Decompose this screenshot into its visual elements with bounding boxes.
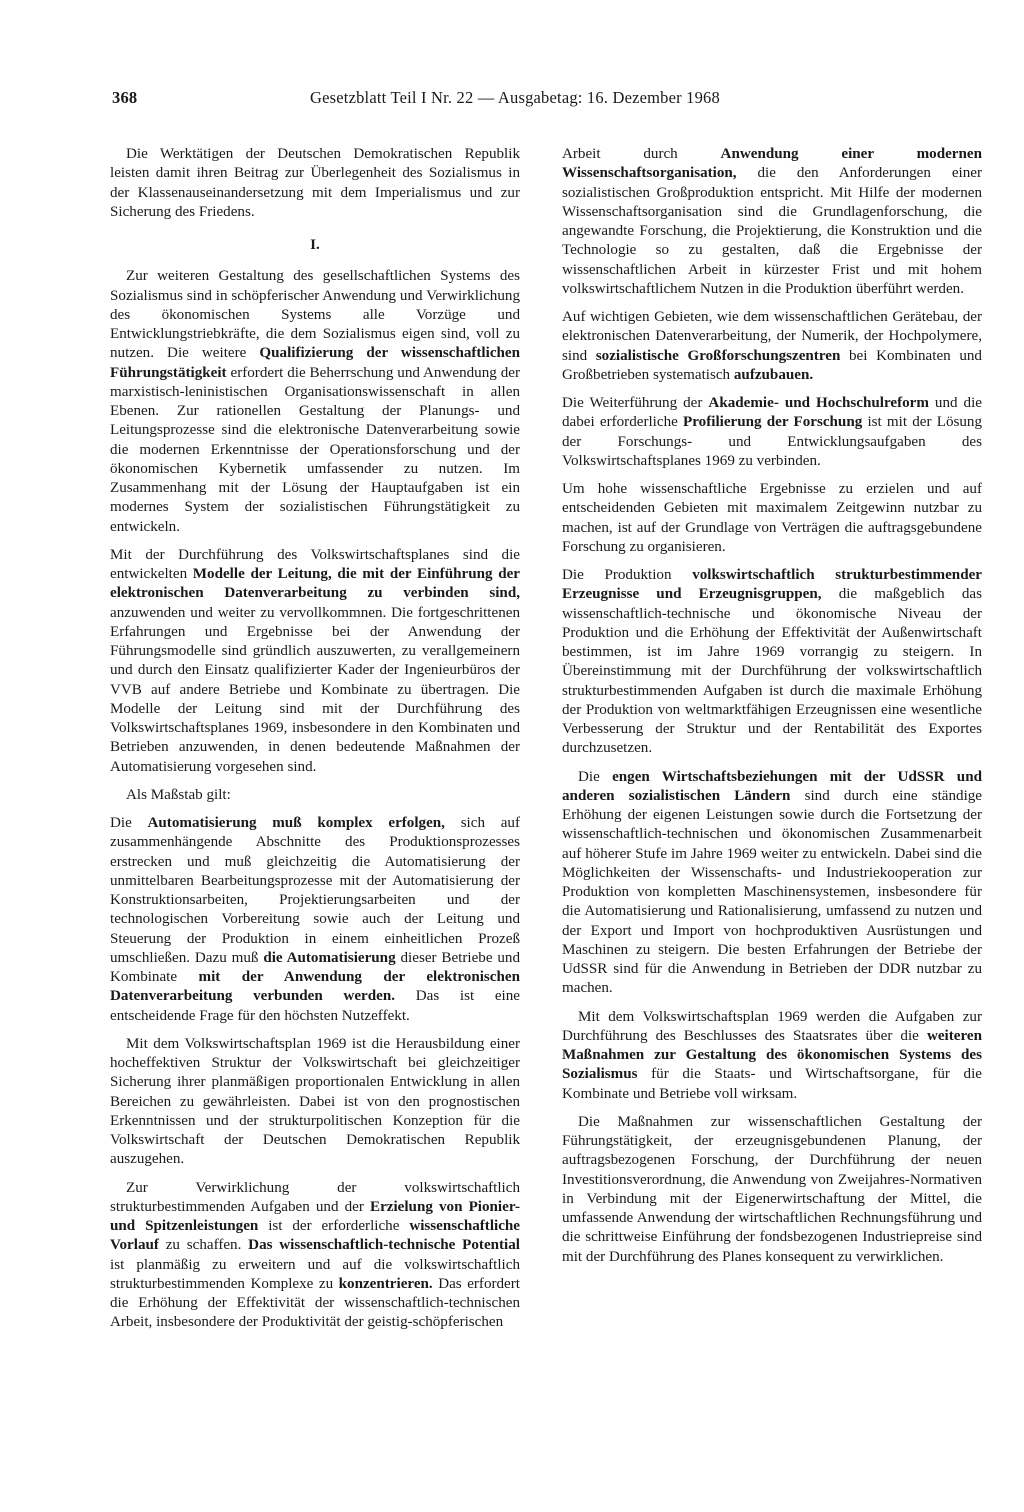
emphasis: aufzubauen. <box>733 366 814 383</box>
paragraph-text: Arbeit durch <box>562 146 678 162</box>
emphasis: engen Wirtschaftsbeziehungen mit der UdSSR und anderen sozialistischen Ländern <box>562 768 982 804</box>
paragraph <box>110 145 520 222</box>
paragraph-text: Die Werktätigen der Deutschen Demokratischen Republik leisten damit ihren Beitrag zur Überlegenheit des Sozialismus in der Klassenauseinandersetzung mit dem Imperialismus und zur Sicherung des Friedens. <box>110 146 520 220</box>
paragraph-text: Die <box>110 815 132 831</box>
emphasis: sozialistische Großforschungszentren <box>595 347 841 364</box>
paragraph <box>562 480 982 557</box>
paragraph-text: ist der erforderliche <box>268 1218 400 1234</box>
paragraph-text: Mit der Durchführung des Volkswirtschaftsplanes sind die entwickelten <box>110 546 520 582</box>
emphasis: volkswirtschaftlich strukturbestimmender Erzeugnisse und Erzeugnisgruppen, <box>562 567 982 603</box>
paragraph <box>562 145 982 299</box>
paragraph-text: Die Produktion <box>562 567 672 583</box>
paragraph-text: ist mit der Lösung der Forschungs- und Entwicklungsaufgaben des Volkswirtschaftsplanes 1969 zu verbinden. <box>562 414 983 469</box>
section-heading: I. <box>310 237 320 253</box>
paragraph-text: Das erfordert die Erhöhung der Effektivität der wissenschaftlich-technischen Arbeit, insbesondere der Produktivität der geistig-schöpferischen <box>110 1275 520 1331</box>
paragraph <box>562 566 982 759</box>
paragraph-text: die maßgeblich das wissenschaftlich-technische und ökonomische Niveau der Produktion und die Erhöhung der Effektivität der Außenwirtschaft bestimmen, ist im Jahre 1969 vorrangig zu steigern. In Übereinstimmung mit der Durchführung der volkswirtschaftlich strukturbestimmenden Aufgaben ist durch die maximale Erhöhung der Produktion von weltmarktfähigen Erzeugnissen eine wesentliche Verbesserung der Struktur und der Rentabilität des Exportes durchzusetzen. <box>562 586 982 757</box>
page-number: 368 <box>112 88 138 107</box>
paragraph <box>110 267 520 537</box>
paragraph <box>562 768 982 999</box>
paragraph-text: Mit dem Volkswirtschaftsplan 1969 werden die Aufgaben zur Durchführung des Beschlusses des Staatsrates über die <box>562 1008 982 1044</box>
paragraph <box>110 546 520 777</box>
paragraph <box>110 1035 520 1170</box>
paragraph-text: Zur Verwirklichung der volkswirtschaftlich strukturbestimmenden Aufgaben und der <box>110 1179 520 1215</box>
paragraph <box>562 1113 982 1267</box>
paragraph <box>110 1179 520 1333</box>
paragraph-text: Zur weiteren Gestaltung des gesellschaftlichen Systems des Sozialismus sind in schöpferischer Anwendung und Verwirklichung des ökonomischen Systems alle Vorzüge und Entwicklungstriebkräfte, die dem Sozialismus eigen sind, voll zu nutzen. Die weitere <box>110 268 520 362</box>
emphasis: Das wissenschaftlich-technische Potential <box>248 1237 520 1254</box>
emphasis: Erzielung von Pionier- und Spitzenleistungen <box>110 1198 520 1234</box>
emphasis: die Automatisierung <box>263 949 396 966</box>
paragraph-text: erfordert die Beherrschung und Anwendung der marxistisch-leninistischen Organisationswissenschaft in allen Ebenen. Zur rationellen Gestaltung der Planungs- und Leitungsprozesse sind die elektronische Datenverarbeitung sowie die modernen Erkenntnisse der Operationsforschung und der ökonomischen Kybernetik umfassender zu nutzen. Im Zusammenhang mit der Lösung der Hauptaufgaben ist ein modernes System der sozialistischen Führungstätigkeit zu entwickeln. <box>110 364 520 535</box>
paragraph-text: zu schaffen. <box>165 1237 242 1254</box>
paragraph-text: dieser Betriebe und Kombinate <box>110 949 521 985</box>
emphasis: konzentrieren. <box>338 1275 433 1292</box>
left-column <box>110 145 520 1342</box>
emphasis: Akademie- und Hochschulreform <box>708 395 929 411</box>
paragraph-text: Die Weiterführung der <box>562 395 703 411</box>
paragraph-text: ist planmäßig zu erweitern und auf die volkswirtschaftlich strukturbestimmenden Komplexe zu <box>110 1256 520 1292</box>
paragraph-text: Als Maßstab gilt: <box>126 786 231 803</box>
paragraph <box>562 308 982 385</box>
paragraph <box>110 786 520 805</box>
right-column <box>562 145 982 1276</box>
emphasis: wissenschaftliche Vorlauf <box>110 1218 520 1254</box>
paragraph-text: Das ist eine entscheidende Frage für den höchsten Nutzeffekt. <box>110 988 521 1024</box>
paragraph-text: und die dabei erforderliche <box>562 395 982 431</box>
emphasis: Modelle der Leitung, die mit der Einführung der elektronischen Datenverarbeitung zu verbinden sind, <box>110 566 520 602</box>
emphasis: Profilierung der Forschung <box>683 414 863 431</box>
paragraph-text: sind durch eine ständige Erhöhung der eigenen Leistungen sowie durch die Fortsetzung der wissenschaftlich-technischen und ökonomischen Zusammenarbeit auf höherer Stufe im Jahre 1969 weiter zu entwickeln. Dabei sind die Möglichkeiten der Wissenschafts- und Industriekooperation zur Produktion von kompletten Maschinensystemen, insbesondere für die Automatisierung und Rationalisierung, umfassend zu nutzen und der Export und Import von hochproduktiven Ausrüstungen und Maschinen zu steigern. Die besten Erfahrungen der Betriebe der UdSSR sind für die Anwendung in Betrieben der DDR nutzbar zu machen. <box>562 787 983 997</box>
paragraph-text: anzuwenden und weiter zu vervollkommnen. Die fortgeschrittenen Erfahrungen und Ergebnisse bei der Anwendung der Führungsmodelle sind gründlich auszuwerten, zu verallgemeinern und durch den Einsatz qualifizierter Kader der Ingenieurbüros der VVB auf andere Betriebe und Kombinate zu übertragen. Die Modelle der Leitung sind mit der Durchführung des Volkswirtschaftsplanes 1969, insbesondere in den Kombinaten und Betrieben anzuwenden, in denen bedeutende Maßnahmen der Automatisierung vorgesehen sind. <box>110 604 520 775</box>
emphasis: Anwendung einer modernen Wissenschaftsorganisation, <box>562 146 982 182</box>
paragraph-text: die den Anforderungen einer sozialistischen Großproduktion entspricht. Mit Hilfe der modernen Wissenschaftsorganisation sind die Grundlagenforschung, die angewandte Forschung, die Projektierung, die Konstruktion und die Technologie so zu gestalten, daß die Ergebnisse der wissenschaftlichen Arbeit in kürzester Frist und mit hohem volkswirtschaftlichem Nutzen in die Produktion überführt werden. <box>562 165 982 297</box>
paragraph-text: bei Kombinaten und Großbetrieben systematisch <box>562 347 982 383</box>
emphasis: weiteren Maßnahmen zur Gestaltung des ökonomischen Systems des Sozialismus <box>562 1027 982 1083</box>
paragraph <box>110 814 520 1026</box>
paragraph-text: Auf wichtigen Gebieten, wie dem wissenschaftlichen Gerätebau, der elektronischen Datenverarbeitung, der Numerik, der Hochpolymere, sind <box>562 309 982 364</box>
emphasis: Automatisierung muß komplex erfolgen, <box>147 815 445 831</box>
paragraph-text: Die <box>578 768 600 785</box>
paragraph <box>562 394 982 471</box>
paragraph-text: für die Staats- und Wirtschaftsorgane, für die Kombinate und Betriebe voll wirksam. <box>562 1066 982 1102</box>
emphasis: Qualifizierung der wissenschaftlichen Führungstätigkeit <box>110 345 521 381</box>
paragraph-text: Die Maßnahmen zur wissenschaftlichen Gestaltung der Führungstätigkeit, der erzeugnisgebundenen Planung, der auftragsbezogenen Forschung, der Durchführung der neuen Investitionsverordnung, die Anwendung von Zweijahres-Normativen in Verbindung mit der Eigenerwirtschaftung der Mittel, die umfassende Anwendung der wirtschaftlichen Rechnungsführung und die schrittweise Einführung der fondsbezogenen Industriepreise sind mit der Durchführung des Planes konsequent zu verwirklichen. <box>562 1113 982 1265</box>
header-title: Gesetzblatt Teil I Nr. 22 — Ausgabetag: 16. Dezember 1968 <box>310 88 720 107</box>
paragraph-text: Um hohe wissenschaftliche Ergebnisse zu erzielen und auf entscheidenden Gebieten mit maximalem Zeitgewinn nutzbar zu machen, ist auf der Grundlage von Verträgen die auftragsgebundene Forschung zu organisieren. <box>562 481 982 555</box>
emphasis: mit der Anwendung der elektronischen Datenverarbeitung verbunden werden. <box>110 969 520 1005</box>
paragraph-text: sich auf zusammenhängende Abschnitte des Produktionsprozesses erstrecken und muß gleichzeitig die Automatisierung der unmittelbaren Bearbeitungsprozesse mit der Automatisierung der Konstruktionsarbeiten, Projektierungsarbeiten und der technologischen Vorbereitung sowie auch der Leitung und Steuerung der Produktion in einem einheitlichen Prozeß umschließen. Dazu muß <box>110 815 520 966</box>
paragraph-text: Mit dem Volkswirtschaftsplan 1969 ist die Herausbildung einer hocheffektiven Struktur der Volkswirtschaft bei gleichzeitiger Sicherung ihrer planmäßigen proportionalen Entwicklung in allen Bereichen zu gewährleisten. Dabei ist von den prognostischen Erkenntnissen und der strukturpolitischen Konzeption für die Volkswirtschaft der Deutschen Demokratischen Republik auszugehen. <box>110 1035 520 1168</box>
paragraph <box>562 1008 982 1104</box>
